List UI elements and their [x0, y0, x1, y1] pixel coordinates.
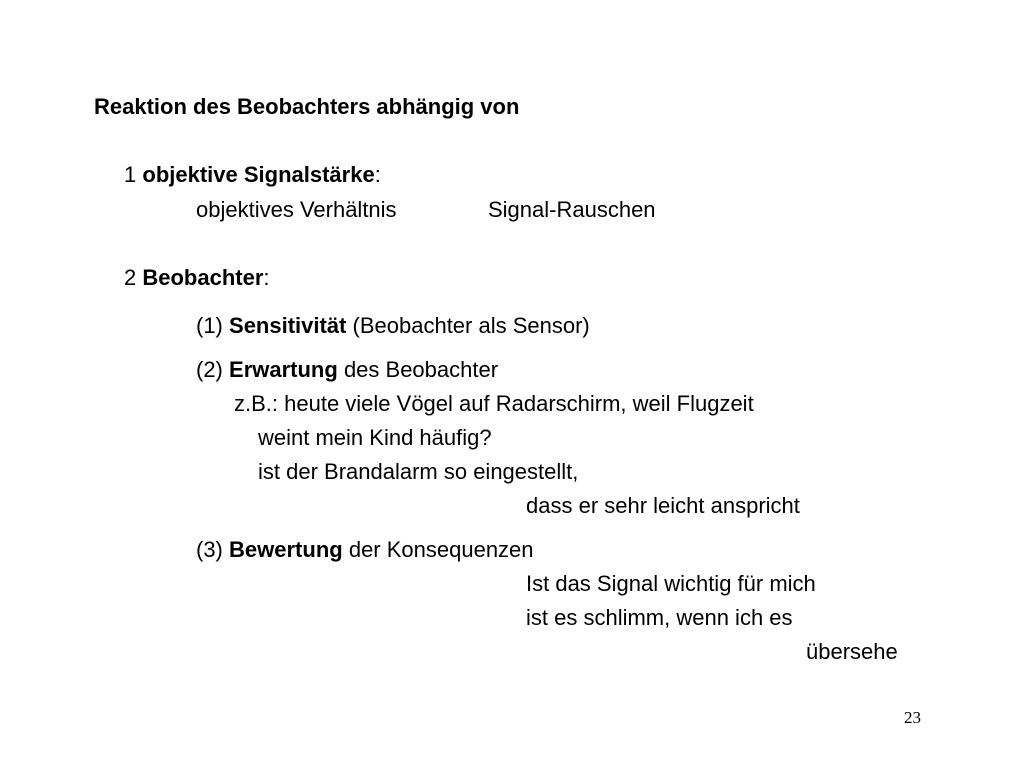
sub-point-3-line-3: übersehe — [806, 639, 898, 664]
sub-point-1-title: Sensitivität — [229, 313, 347, 338]
sub-point-3-number: (3) — [196, 537, 223, 562]
sub-point-2-example-3: ist der Brandalarm so eingestellt, — [258, 459, 579, 484]
sub-point-2-rest: des Beobachter — [343, 357, 499, 382]
sub-point-1-number: (1) — [196, 313, 223, 338]
point-1-number: 1 — [124, 162, 137, 187]
point-1-detail-b: Signal-Rauschen — [488, 197, 656, 222]
point-2 — [124, 265, 270, 291]
sub-point-3-title: Bewertung — [229, 537, 343, 562]
page-number: 23 — [904, 708, 921, 727]
sub-point-2-example-4: dass er sehr leicht anspricht — [526, 493, 800, 518]
sub-point-3-line-2: ist es schlimm, wenn ich es — [526, 605, 793, 630]
sub-point-2-example-1: z.B.: heute viele Vögel auf Radarschirm, weil Flugzeit — [234, 391, 754, 416]
sub-point-2-example-2: weint mein Kind häufig? — [258, 425, 492, 450]
point-2-colon: : — [263, 265, 270, 290]
point-2-title: Beobachter — [142, 265, 264, 290]
sub-point-2-number: (2) — [196, 357, 223, 382]
point-1-colon: : — [374, 162, 381, 187]
point-1-title: objektive Signalstärke — [142, 162, 375, 187]
sub-point-3 — [196, 537, 534, 563]
sub-point-1 — [196, 313, 590, 339]
sub-point-2 — [196, 357, 498, 383]
sub-point-2-title: Erwartung — [229, 357, 338, 382]
point-2-number: 2 — [124, 265, 137, 290]
sub-point-1-rest: (Beobachter als Sensor) — [352, 313, 590, 338]
sub-point-3-rest: der Konsequenzen — [348, 537, 534, 562]
point-1 — [124, 162, 381, 188]
sub-point-3-line-1: Ist das Signal wichtig für mich — [526, 571, 816, 596]
point-1-detail-a: objektives Verhältnis — [196, 197, 397, 222]
slide-heading: Reaktion des Beobachters abhängig von — [94, 94, 520, 119]
